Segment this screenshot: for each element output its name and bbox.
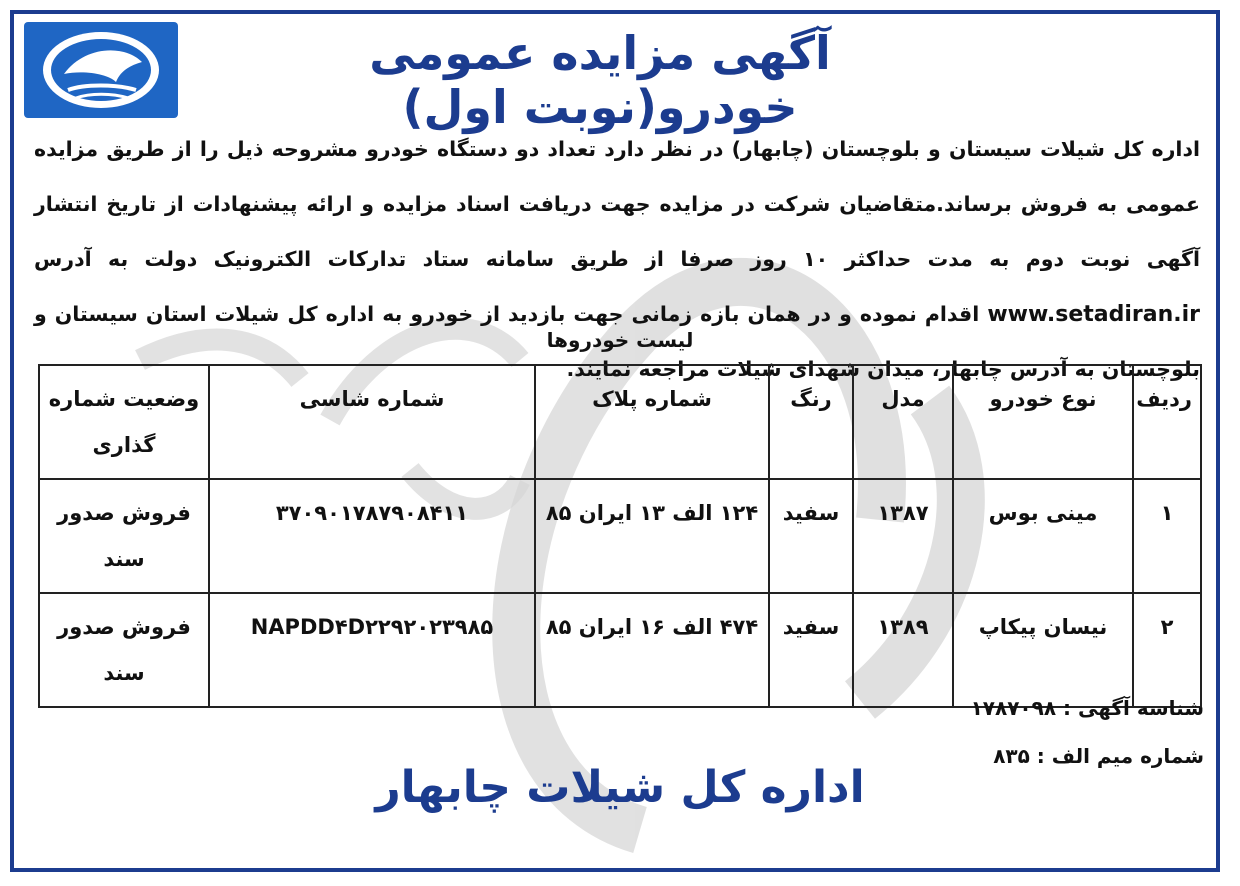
cell-status: فروش صدور سند bbox=[39, 479, 209, 593]
intro-text-part1: اداره کل شیلات سیستان و بلوچستان (چابهار) در نظر دارد تعداد دو دستگاه خودرو مشروحه ذیل را از طریق مزایده عمومی به فروش برساند.متقاضیان شرکت در مزایده جهت دریافت اسناد مزایده و ارائه پیشنهادات از تاریخ انتشار آگهی نوبت دوم به مدت حداکثر ۱۰ روز صرفا از طریق سامانه ستاد تدارکات الکترونیک دولت به آدرس bbox=[34, 137, 1200, 271]
header-plate: شماره پلاک bbox=[535, 365, 769, 479]
cell-model: ۱۳۸۷ bbox=[853, 479, 953, 593]
cell-row-number: ۲ bbox=[1133, 593, 1201, 707]
intro-text-part2: اقدام نموده و در همان بازه زمانی جهت بازدید از خودرو به اداره کل شیلات استان سیستان و بلوچستان به آدرس چابهار، میدان شهدای شیلات مراجعه نمایند. bbox=[34, 302, 1200, 381]
cell-chassis: ۳۷۰۹۰۱۷۸۷۹۰۸۴۱۱ bbox=[209, 479, 535, 593]
table-row bbox=[39, 593, 1201, 707]
intro-paragraph bbox=[34, 122, 1200, 397]
cell-vehicle-type: نیسان پیکاپ bbox=[953, 593, 1133, 707]
cell-plate: ۴۷۴ الف ۱۶ ایران ۸۵ bbox=[535, 593, 769, 707]
header-model: مدل bbox=[853, 365, 953, 479]
header-row-number: ردیف bbox=[1133, 365, 1201, 479]
ad-id: شناسه آگهی : ۱۷۸۷۰۹۸ bbox=[970, 696, 1204, 720]
cell-model: ۱۳۸۹ bbox=[853, 593, 953, 707]
cell-color: سفید bbox=[769, 593, 853, 707]
cell-row-number: ۱ bbox=[1133, 479, 1201, 593]
header-color: رنگ bbox=[769, 365, 853, 479]
fish-emblem-icon bbox=[24, 22, 178, 118]
fisheries-logo bbox=[24, 22, 178, 118]
issuer-name: اداره کل شیلات چابهار bbox=[375, 762, 865, 813]
table-row bbox=[39, 479, 1201, 593]
header-status: وضعیت شماره گذاری bbox=[39, 365, 209, 479]
list-title: لیست خودروها bbox=[546, 328, 694, 352]
table-header-row bbox=[39, 365, 1201, 479]
website-link[interactable]: www.setadiran.ir bbox=[987, 302, 1201, 327]
cell-chassis: NAPDD۴D۲۲۹۲۰۲۳۹۸۵ bbox=[209, 593, 535, 707]
cell-color: سفید bbox=[769, 479, 853, 593]
header-vehicle-type: نوع خودرو bbox=[953, 365, 1133, 479]
cars-table bbox=[38, 364, 1202, 708]
cell-vehicle-type: مینی بوس bbox=[953, 479, 1133, 593]
mim-alef-number: شماره میم الف : ۸۳۵ bbox=[993, 744, 1204, 768]
header-chassis: شماره شاسی bbox=[209, 365, 535, 479]
cell-plate: ۱۲۴ الف ۱۳ ایران ۸۵ bbox=[535, 479, 769, 593]
cell-status: فروش صدور سند bbox=[39, 593, 209, 707]
notice-title: آگهی مزایده عمومی خودرو(نوبت اول) bbox=[369, 26, 831, 134]
